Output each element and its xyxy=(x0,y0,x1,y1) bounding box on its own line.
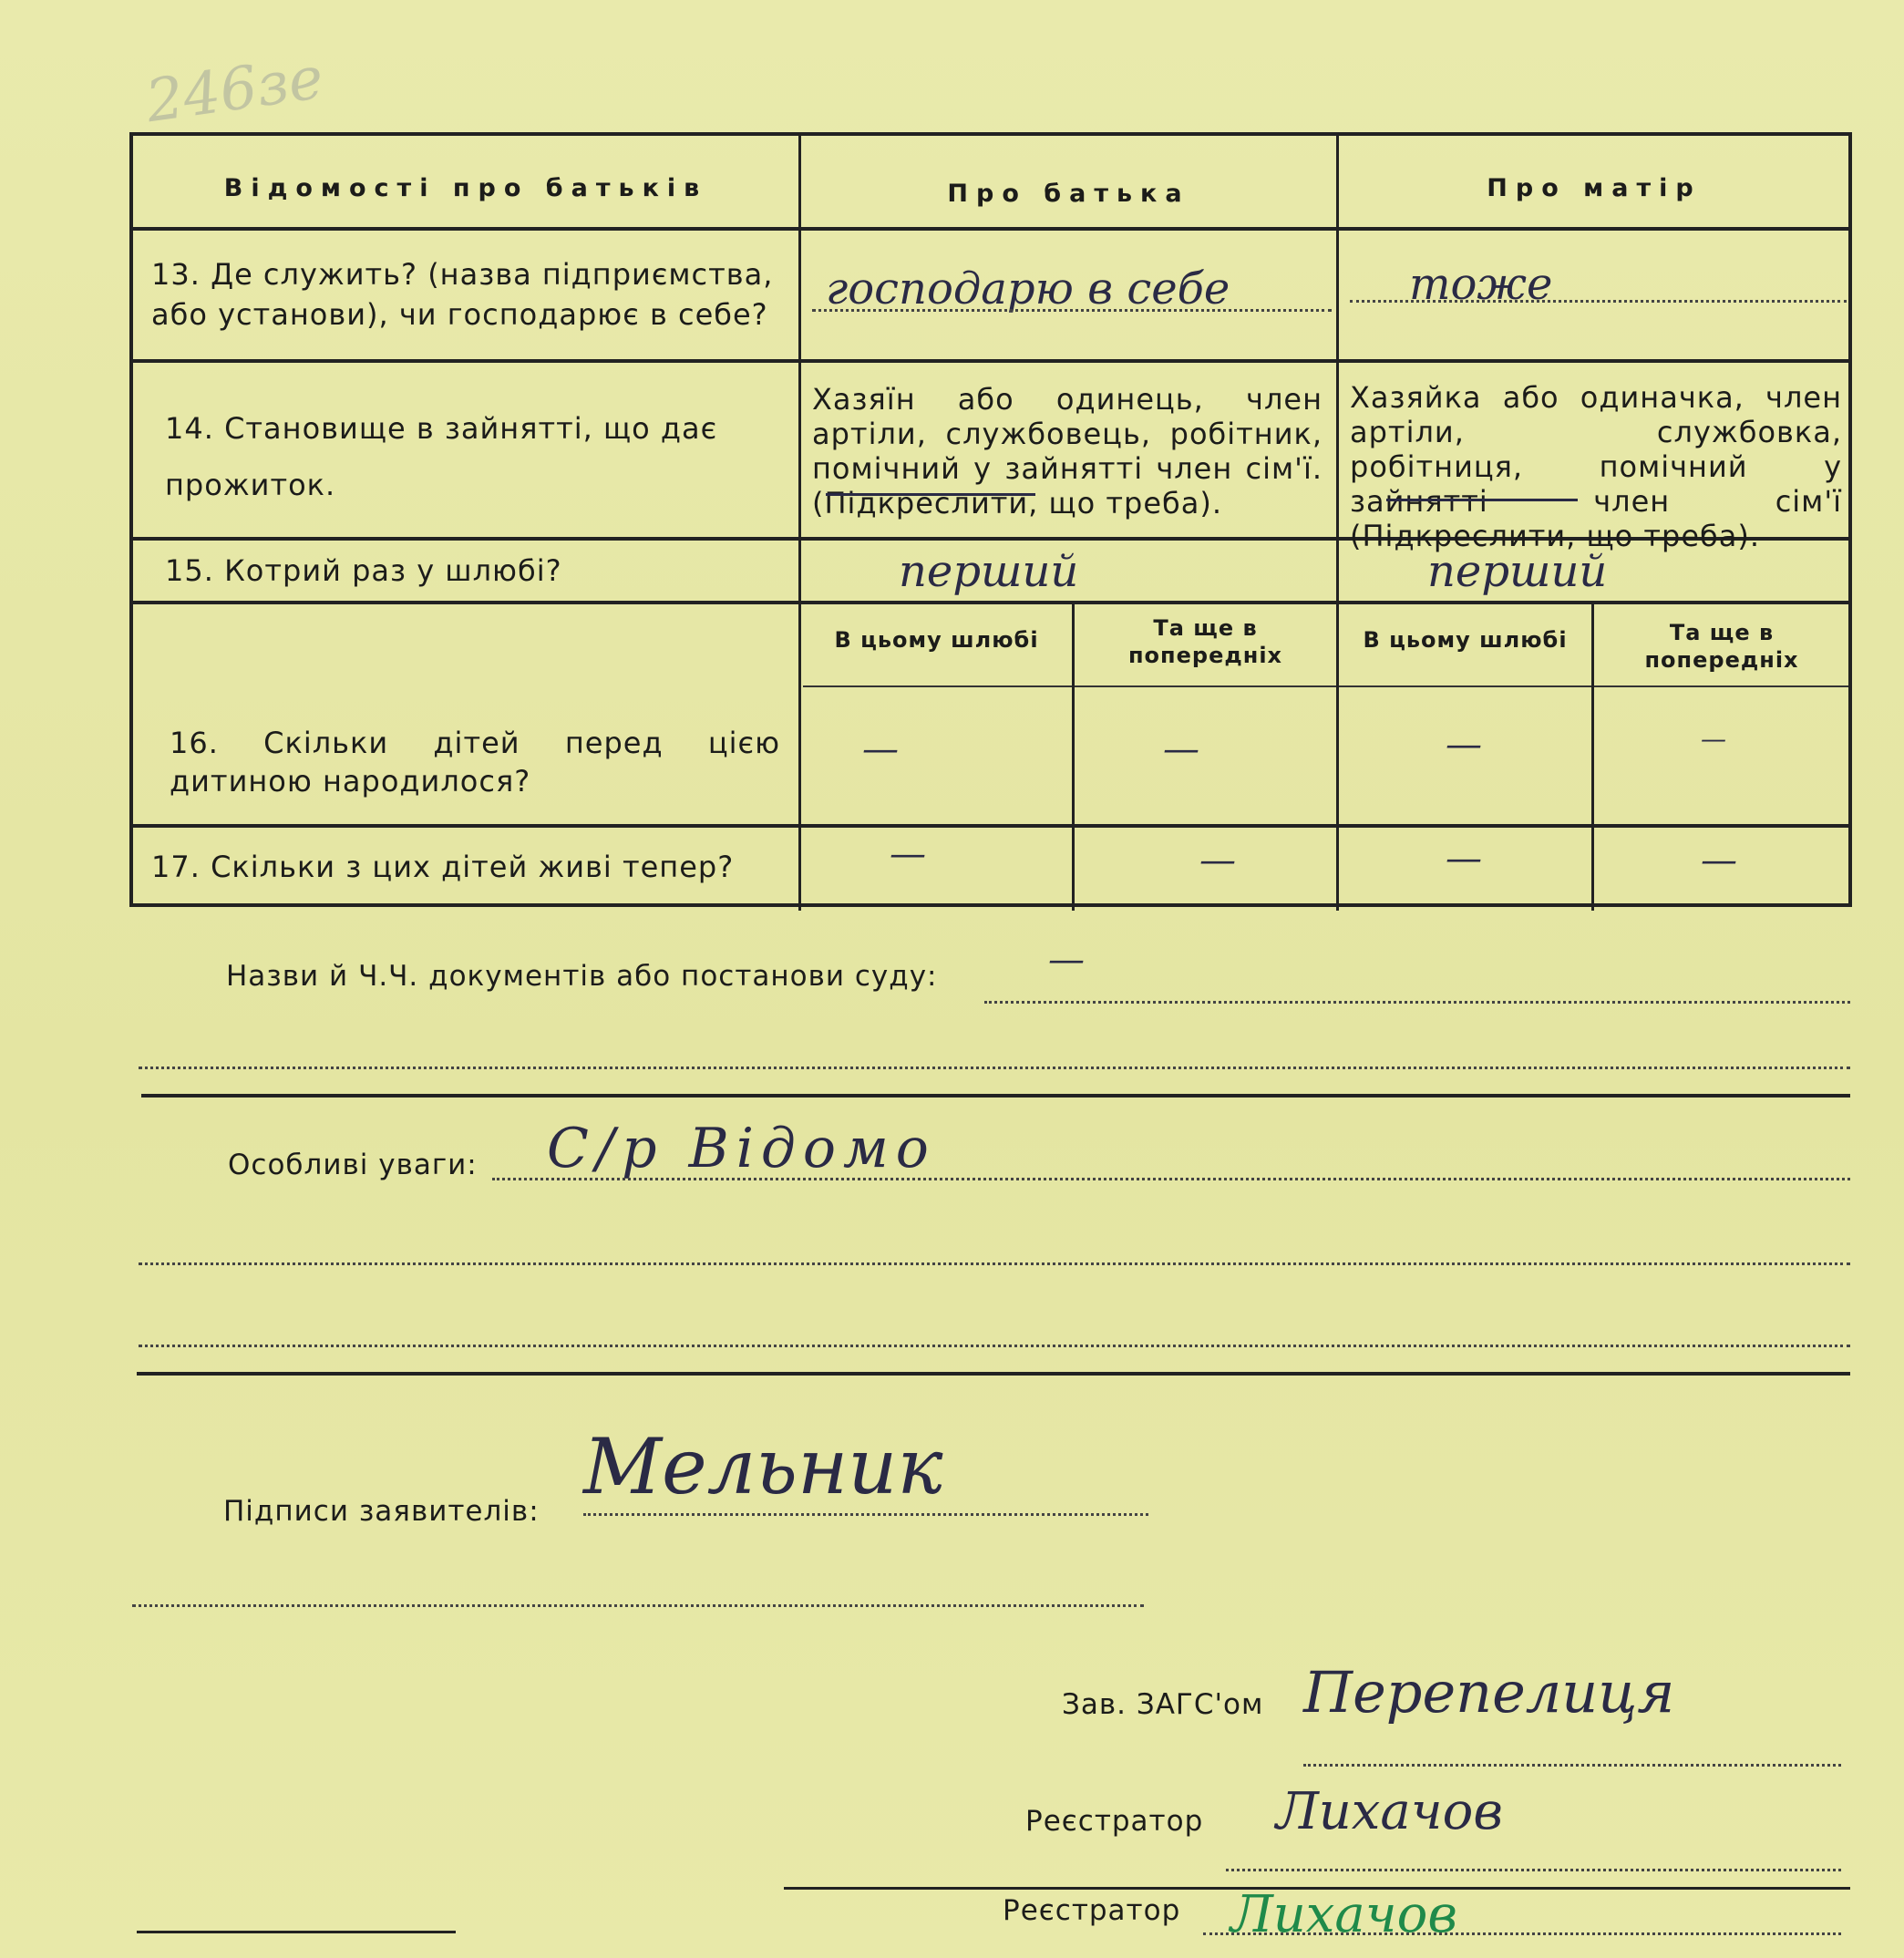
row16-sub-this-marriage-mother: В цьому шлюбі xyxy=(1363,627,1568,653)
registrar-signature: Лихачов xyxy=(1276,1782,1503,1841)
row15-label: 15. Котрий раз у шлюбі? xyxy=(165,553,562,588)
row17-label: 17. Скільки з цих дітей живі тепер? xyxy=(151,850,735,884)
registrar2-label: Реєстратор xyxy=(1003,1894,1181,1927)
notes-line-2 xyxy=(139,1262,1850,1265)
row17-value-1: — xyxy=(890,833,926,875)
table-subrule xyxy=(803,685,1848,687)
section-divider-2 xyxy=(137,1372,1850,1376)
row13-mother-line xyxy=(1350,300,1847,303)
documents-label: Назви й Ч.Ч. документів або постанови суду: xyxy=(226,960,938,993)
header-mother: Про матір xyxy=(1487,174,1702,202)
notes-line-3 xyxy=(139,1345,1850,1347)
table-rule xyxy=(133,359,1848,363)
table-col-line xyxy=(798,136,801,911)
documents-line-2 xyxy=(139,1067,1850,1069)
notes-value: С/р Відомо xyxy=(547,1117,936,1180)
notes-line xyxy=(492,1178,1850,1180)
row14-father-options: Хазяїн або одинець, член артіли, службовець, робітник, помічний у зайнятті член сім'ї. (Підкреслити, що треба). xyxy=(812,382,1323,520)
row17-value-3: — xyxy=(1446,838,1482,880)
row13-father-value: господарю в себе xyxy=(826,263,1230,314)
row16-sub-previous-father: Та ще в попередніх xyxy=(1127,615,1283,668)
row14-mother-underline xyxy=(1386,499,1578,501)
parents-info-table xyxy=(129,132,1852,907)
row13-mother-value: тоже xyxy=(1409,259,1553,310)
documents-line xyxy=(984,1001,1850,1004)
row14-label: 14. Становище в зайнятті, що дає прожиток. xyxy=(165,411,718,502)
header-parents-info: Відомості про батьків xyxy=(223,174,708,202)
registrar-line xyxy=(1226,1869,1841,1871)
head-registry-signature: Перепелиця xyxy=(1303,1659,1675,1726)
row16-value-4: — xyxy=(1701,724,1726,754)
bottom-left-rule xyxy=(137,1931,456,1933)
notes-label: Особливі уваги: xyxy=(228,1149,478,1181)
applicants-signature-label: Підписи заявителів: xyxy=(223,1495,540,1528)
row15-father-value: перший xyxy=(899,546,1079,597)
row15-mother-value: перший xyxy=(1427,546,1608,597)
head-registry-line xyxy=(1303,1764,1841,1767)
registrar2-line xyxy=(1203,1932,1841,1935)
registrar2-signature: Лихачов xyxy=(1230,1885,1457,1944)
applicants-line xyxy=(583,1513,1148,1516)
registrar-label: Реєстратор xyxy=(1025,1805,1204,1838)
section-divider xyxy=(141,1094,1850,1098)
archive-mark: 246зе xyxy=(141,44,328,137)
applicants-signature: Мельник xyxy=(583,1422,943,1511)
row17-value-2: — xyxy=(1199,840,1236,881)
row16-label: 16. Скільки дітей перед цією дитиною народилося? xyxy=(170,726,780,799)
row17-value-4: — xyxy=(1701,840,1737,881)
row16-value-2: — xyxy=(1163,728,1199,770)
documents-value: — xyxy=(1048,939,1085,981)
row16-value-3: — xyxy=(1446,724,1482,766)
row16-sub-previous-mother: Та ще в попередніх xyxy=(1644,620,1799,673)
table-rule xyxy=(133,227,1848,231)
head-registry-label: Зав. ЗАГС'ом xyxy=(1062,1688,1264,1721)
row16-sub-this-marriage-father: В цьому шлюбі xyxy=(834,627,1039,653)
row13-label: 13. Де служить? (назва підприємства, або установи), чи господарює в себе? xyxy=(151,257,774,332)
row14-father-underline xyxy=(826,493,1035,496)
header-father: Про батька xyxy=(947,180,1190,208)
table-col-line xyxy=(1336,136,1339,911)
row13-father-line xyxy=(812,309,1332,312)
row16-value-1: — xyxy=(862,728,899,770)
row14-mother-options: Хазяйка або одиначка, член артіли, службовка, робітниця, помічний у зайнятті член сім'ї (Підкреслити, що треба). xyxy=(1350,380,1842,553)
applicants-line-2 xyxy=(132,1604,1144,1607)
